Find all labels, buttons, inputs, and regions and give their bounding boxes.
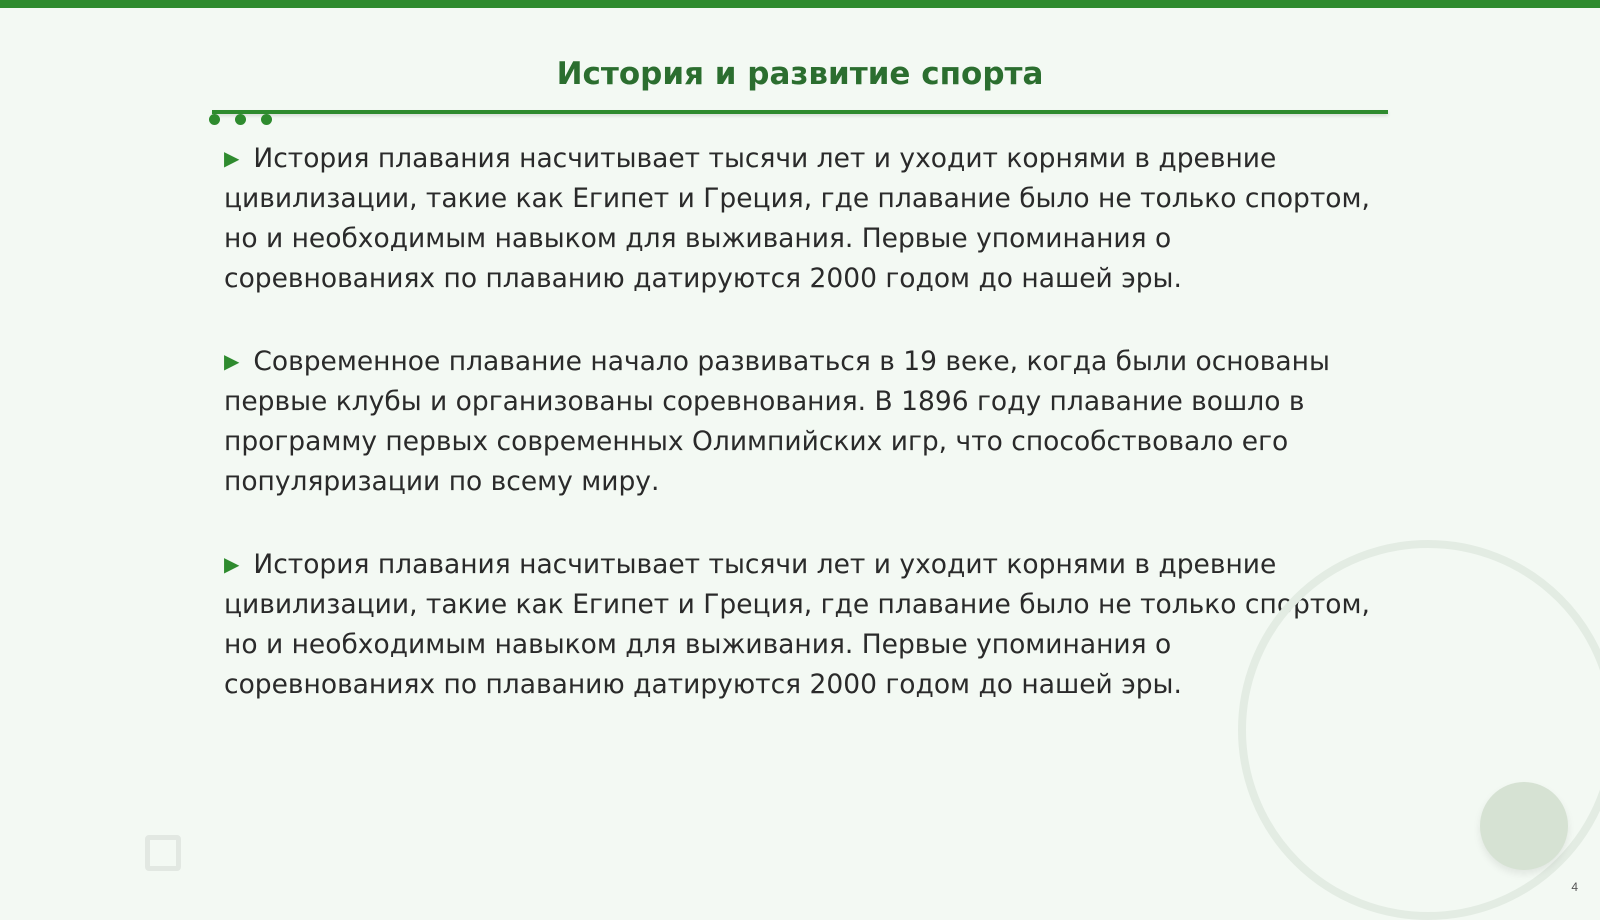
slide-title: История и развитие спорта	[556, 56, 1044, 92]
triangle-right-icon: ▶	[224, 552, 240, 576]
triangle-right-icon: ▶	[224, 349, 240, 373]
bullet-paragraph	[224, 138, 1374, 299]
decorative-square	[145, 835, 181, 871]
paragraph-text: Современное плавание начало развиваться в 19 веке, когда были основаны первые клубы и организованы соревнования. В 1896 году плавание вошло в программу первых современных Олимпийских игр, что способствовало его популяризации по всему миру.	[224, 346, 1330, 497]
decorative-dot	[209, 114, 220, 125]
decorative-dot	[235, 114, 246, 125]
page-number: 4	[1571, 880, 1578, 894]
slide-body	[224, 138, 1374, 747]
decorative-dot	[261, 114, 272, 125]
top-accent-bar	[0, 0, 1600, 8]
paragraph-text: История плавания насчитывает тысячи лет и уходит корнями в древние цивилизации, такие как Египет и Греция, где плавание было не только спортом, но и необходимым навыком для выживания. Первые упоминания о соревнованиях по плаванию датируются 2000 годом до нашей эры.	[224, 143, 1370, 294]
bullet-paragraph	[224, 341, 1374, 502]
paragraph-text: История плавания насчитывает тысячи лет и уходит корнями в древние цивилизации, такие как Египет и Греция, где плавание было не только спортом, но и необходимым навыком для выживания. Первые упоминания о соревнованиях по плаванию датируются 2000 годом до нашей эры.	[224, 549, 1370, 700]
decorative-circle	[1480, 782, 1568, 870]
title-underline	[212, 110, 1388, 114]
triangle-right-icon: ▶	[224, 146, 240, 170]
bullet-paragraph	[224, 544, 1374, 705]
